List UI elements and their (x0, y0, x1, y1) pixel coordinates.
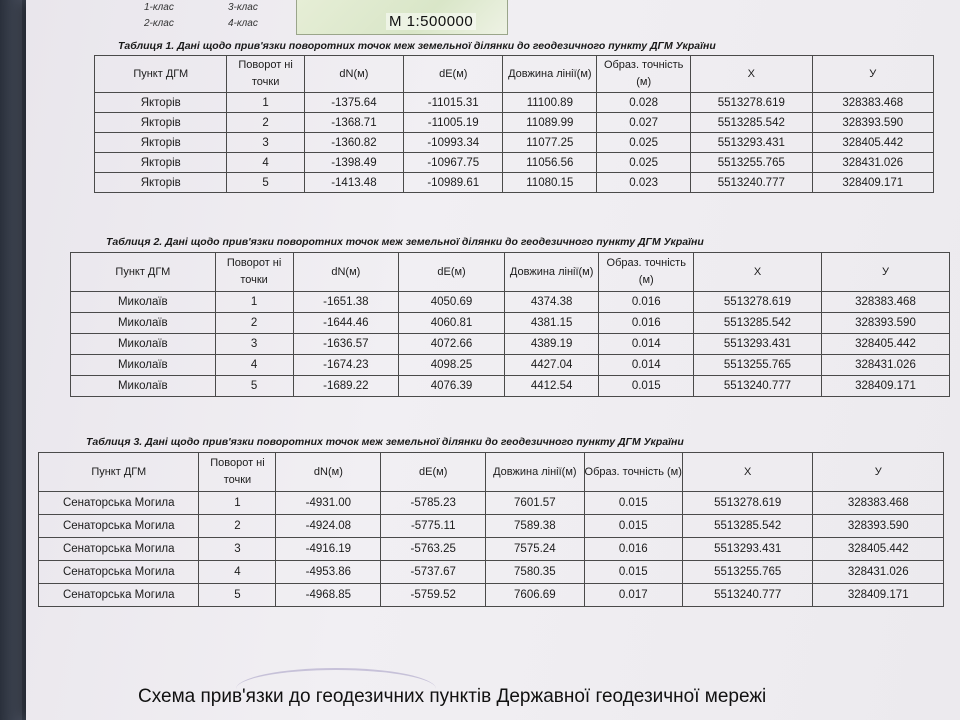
table-cell: -4924.08 (276, 515, 381, 538)
table-cell: 11056.56 (503, 153, 597, 173)
table-cell: 11100.89 (503, 93, 597, 113)
column-header: X (694, 253, 822, 292)
column-header: Пункт ДГМ (71, 253, 216, 292)
table-cell: 328409.171 (821, 376, 949, 397)
table-cell: 0.015 (599, 376, 694, 397)
table-cell: -5759.52 (381, 584, 486, 607)
table-cell: Миколаїв (71, 355, 216, 376)
table-cell: -11015.31 (404, 93, 503, 113)
table-cell: 0.028 (597, 93, 691, 113)
table-cell: -10967.75 (404, 153, 503, 173)
table-cell: 5513293.431 (682, 538, 813, 561)
table-cell: -1651.38 (293, 292, 399, 313)
table-cell: Сенаторська Могила (39, 492, 199, 515)
table-cell: 328405.442 (812, 133, 934, 153)
column-header: Довжина лінії(м) (503, 56, 597, 93)
column-header: dN(м) (293, 253, 399, 292)
table-cell: 5513293.431 (694, 334, 822, 355)
table-cell: 1 (215, 292, 293, 313)
table-cell: 5513255.765 (694, 355, 822, 376)
column-header: У (813, 453, 944, 492)
table-cell: 4050.69 (399, 292, 505, 313)
table-header-row (71, 253, 950, 292)
table-cell: 0.015 (584, 561, 682, 584)
document-page (26, 0, 960, 720)
table-row (71, 313, 950, 334)
table-cell: Якторів (95, 113, 227, 133)
table-row (95, 113, 934, 133)
table-cell: 4 (227, 153, 304, 173)
scheme-title: Схема прив'язки до геодезичних пунктів Державної геодезичної мережі (138, 686, 767, 707)
table-cell: Миколаїв (71, 334, 216, 355)
table-cell: 5513255.765 (691, 153, 812, 173)
table-cell: -1368.71 (304, 113, 403, 133)
column-header: dE(м) (404, 56, 503, 93)
table-cell: 328405.442 (821, 334, 949, 355)
table-cell: -1644.46 (293, 313, 399, 334)
column-header: dN(м) (304, 56, 403, 93)
table-cell: 328431.026 (812, 153, 934, 173)
table-cell: -1398.49 (304, 153, 403, 173)
table-cell: 3 (199, 538, 276, 561)
table-header-row (39, 453, 944, 492)
table-cell: 7606.69 (486, 584, 584, 607)
table-cell: Якторів (95, 173, 227, 193)
table-cell: 0.016 (599, 292, 694, 313)
table-cell: 4 (199, 561, 276, 584)
table-cell: 328393.590 (812, 113, 934, 133)
table-cell: 5513240.777 (694, 376, 822, 397)
table-row (71, 355, 950, 376)
table-2 (70, 252, 950, 397)
table-cell: 7601.57 (486, 492, 584, 515)
column-header: Образ. точність (м) (597, 56, 691, 93)
table-cell: 5 (199, 584, 276, 607)
table-cell: -5775.11 (381, 515, 486, 538)
table-cell: 2 (215, 313, 293, 334)
table-cell: 3 (227, 133, 304, 153)
table-cell: Миколаїв (71, 292, 216, 313)
table-cell: 5513285.542 (691, 113, 812, 133)
table-cell: 4098.25 (399, 355, 505, 376)
table-cell: -4953.86 (276, 561, 381, 584)
table-cell: 5513278.619 (694, 292, 822, 313)
table-row (39, 515, 944, 538)
table-cell: 1 (227, 93, 304, 113)
table-cell: 328393.590 (821, 313, 949, 334)
column-header: У (821, 253, 949, 292)
table-cell: 0.025 (597, 153, 691, 173)
table-row (95, 173, 934, 193)
table-row (95, 93, 934, 113)
table-cell: Якторів (95, 93, 227, 113)
table-row (71, 292, 950, 313)
table-cell: 0.014 (599, 334, 694, 355)
column-header: Поворот ні точки (227, 56, 304, 93)
table-cell: -1689.22 (293, 376, 399, 397)
table-3-caption: Таблиця 3. Дані щодо прив'язки поворотних точок меж земельної ділянки до геодезичного пункту ДГМ України (86, 436, 684, 448)
table-cell: 11089.99 (503, 113, 597, 133)
table-cell: 2 (227, 113, 304, 133)
table-cell: 4060.81 (399, 313, 505, 334)
table-cell: -5785.23 (381, 492, 486, 515)
table-row (39, 492, 944, 515)
table-cell: 328393.590 (813, 515, 944, 538)
column-header: dE(м) (381, 453, 486, 492)
table-cell: 4 (215, 355, 293, 376)
table-cell: 5513278.619 (691, 93, 812, 113)
table-cell: 5 (227, 173, 304, 193)
column-header: X (691, 56, 812, 93)
table-cell: -1636.57 (293, 334, 399, 355)
map-scale: М 1:500000 (386, 13, 476, 30)
table-cell: -10989.61 (404, 173, 503, 193)
table-cell: -4931.00 (276, 492, 381, 515)
table-cell: Сенаторська Могила (39, 515, 199, 538)
table-cell: 5513285.542 (694, 313, 822, 334)
table-cell: 4412.54 (504, 376, 599, 397)
table-cell: 328409.171 (813, 584, 944, 607)
table-cell: 5513293.431 (691, 133, 812, 153)
table-header-row (95, 56, 934, 93)
table-cell: Сенаторська Могила (39, 538, 199, 561)
legend-class-2: 2-клас (144, 18, 174, 29)
table-cell: Якторів (95, 153, 227, 173)
table-cell: 0.017 (584, 584, 682, 607)
table-cell: -1674.23 (293, 355, 399, 376)
table-cell: 5513240.777 (682, 584, 813, 607)
table-cell: 328405.442 (813, 538, 944, 561)
table-3 (38, 452, 944, 607)
table-cell: 7580.35 (486, 561, 584, 584)
table-cell: 5513285.542 (682, 515, 813, 538)
table-cell: 328431.026 (821, 355, 949, 376)
table-row (39, 538, 944, 561)
table-cell: -10993.34 (404, 133, 503, 153)
table-1 (94, 55, 934, 193)
table-row (71, 334, 950, 355)
table-cell: 11077.25 (503, 133, 597, 153)
table-cell: 328383.468 (813, 492, 944, 515)
column-header: Образ. точність (м) (584, 453, 682, 492)
table-cell: -11005.19 (404, 113, 503, 133)
table-cell: 328431.026 (813, 561, 944, 584)
table-row (95, 153, 934, 173)
column-header: Поворот ні точки (199, 453, 276, 492)
table-cell: 4374.38 (504, 292, 599, 313)
column-header: Довжина лінії(м) (486, 453, 584, 492)
table-cell: 5513255.765 (682, 561, 813, 584)
column-header: У (812, 56, 934, 93)
table-cell: 328409.171 (812, 173, 934, 193)
table-cell: 0.025 (597, 133, 691, 153)
table-cell: 4381.15 (504, 313, 599, 334)
column-header: X (682, 453, 813, 492)
table-row (95, 133, 934, 153)
column-header: Пункт ДГМ (39, 453, 199, 492)
table-cell: -1375.64 (304, 93, 403, 113)
table-row (39, 561, 944, 584)
table-cell: 11080.15 (503, 173, 597, 193)
table-cell: 0.016 (599, 313, 694, 334)
table-cell: 0.015 (584, 492, 682, 515)
table-cell: Якторів (95, 133, 227, 153)
legend-class-1: 1-клас (144, 2, 174, 13)
legend-class-4: 4-клас (228, 18, 258, 29)
table-cell: Сенаторська Могила (39, 561, 199, 584)
column-header: Пункт ДГМ (95, 56, 227, 93)
table-cell: 328383.468 (812, 93, 934, 113)
table-cell: -1360.82 (304, 133, 403, 153)
table-1-caption: Таблиця 1. Дані щодо прив'язки поворотних точок меж земельної ділянки до геодезичного пункту ДГМ України (118, 40, 716, 52)
column-header: dE(м) (399, 253, 505, 292)
table-row (71, 376, 950, 397)
column-header: dN(м) (276, 453, 381, 492)
table-cell: 4389.19 (504, 334, 599, 355)
table-cell: 1 (199, 492, 276, 515)
table-cell: -1413.48 (304, 173, 403, 193)
table-2-caption: Таблиця 2. Дані щодо прив'язки поворотних точок меж земельної ділянки до геодезичного пункту ДГМ України (106, 236, 704, 248)
column-header: Довжина лінії(м) (504, 253, 599, 292)
table-cell: -4916.19 (276, 538, 381, 561)
table-cell: 328383.468 (821, 292, 949, 313)
table-cell: 0.014 (599, 355, 694, 376)
table-cell: Миколаїв (71, 376, 216, 397)
table-cell: 0.015 (584, 515, 682, 538)
table-cell: 0.016 (584, 538, 682, 561)
table-cell: 0.027 (597, 113, 691, 133)
page-edge-shadow (0, 0, 22, 720)
table-cell: 3 (215, 334, 293, 355)
table-cell: Сенаторська Могила (39, 584, 199, 607)
table-cell: 7575.24 (486, 538, 584, 561)
table-cell: 5513278.619 (682, 492, 813, 515)
legend-class-3: 3-клас (228, 2, 258, 13)
table-cell: 4427.04 (504, 355, 599, 376)
table-cell: 4076.39 (399, 376, 505, 397)
table-cell: -4968.85 (276, 584, 381, 607)
table-cell: -5763.25 (381, 538, 486, 561)
table-cell: Миколаїв (71, 313, 216, 334)
table-cell: 7589.38 (486, 515, 584, 538)
table-cell: 5513240.777 (691, 173, 812, 193)
table-cell: 0.023 (597, 173, 691, 193)
table-cell: 5 (215, 376, 293, 397)
column-header: Поворот ні точки (215, 253, 293, 292)
table-cell: 2 (199, 515, 276, 538)
table-row (39, 584, 944, 607)
table-cell: -5737.67 (381, 561, 486, 584)
table-cell: 4072.66 (399, 334, 505, 355)
column-header: Образ. точність (м) (599, 253, 694, 292)
